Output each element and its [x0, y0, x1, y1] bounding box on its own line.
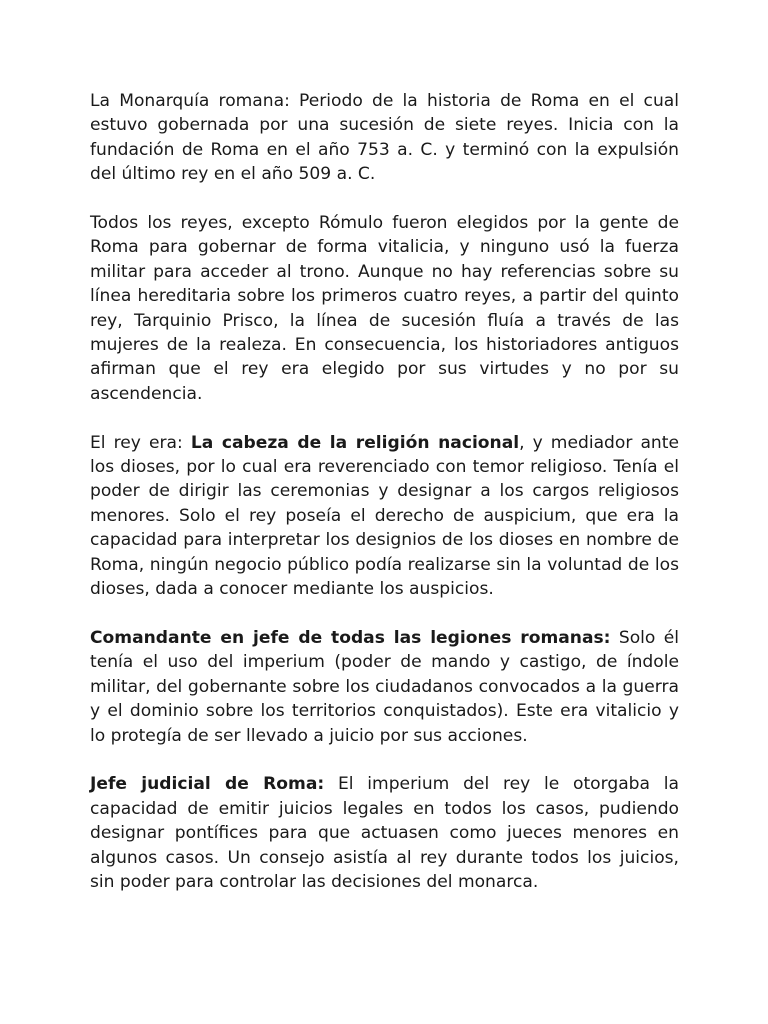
bold-heading-comandante: Comandante en jefe de todas las legiones romanas: — [90, 627, 611, 648]
paragraph-text: La Monarquía romana: Periodo de la historia de Roma en el cual estuvo gobernada por una sucesión de siete reyes. Inicia con la fundación de Roma en el año 753 a. C. y terminó con la expulsión del último rey en el año 509 a. C. — [90, 91, 679, 185]
bold-heading-judicial: Jefe judicial de Roma: — [90, 774, 325, 795]
paragraph-text: Todos los reyes, excepto Rómulo fueron elegidos por la gente de Roma para gobernar de forma vitalicia, y ninguno usó la fuerza militar para acceder al trono. Aunque no hay referencias sobre su línea hereditaria sobre los primeros cuatro reyes, a partir del quinto rey, Tarquinio Prisco, la línea de sucesión fluía a través de las mujeres de la realeza. En consecuencia, los historiadores antiguos afirman que el rey era elegido por sus virtudes y no por su ascendencia. — [90, 213, 679, 404]
paragraph-lead: El rey era: — [90, 432, 191, 453]
paragraph-jefe-judicial — [90, 772, 679, 894]
paragraph-text: El imperium del rey le otorgaba la capacidad de emitir juicios legales en todos los casos, pudiendo designar pontífices para que actuasen como jueces menores en algunos casos. Un consejo asistía al rey durante todos los juicios, sin poder para controlar las decisiones del monarca. — [90, 774, 679, 892]
paragraph-monarquia-intro — [90, 89, 679, 187]
paragraph-reyes-elegidos — [90, 211, 679, 406]
paragraph-text: , y mediador ante los dioses, por lo cual era reverenciado con temor religioso. Tenía el poder de dirigir las ceremonias y designar a los cargos religiosos menores. Solo el rey poseía el derecho de auspicium, que era la capacidad para interpretar los designios de los dioses en nombre de Roma, ningún negocio público podía realizarse sin la voluntad de los dioses, dada a conocer mediante los auspicios. — [90, 432, 679, 600]
bold-heading-religion: La cabeza de la religión nacional — [190, 432, 520, 453]
paragraph-text: Solo él tenía el uso del imperium (poder de mando y castigo, de índole militar, del gobernante sobre los ciudadanos convocados a la guerra y el dominio sobre los territorios conquistados). Este era vitalicio y lo protegía de ser llevado a juicio por sus acciones. — [90, 627, 679, 746]
paragraph-rey-religion — [90, 431, 679, 602]
paragraph-comandante — [90, 626, 679, 748]
